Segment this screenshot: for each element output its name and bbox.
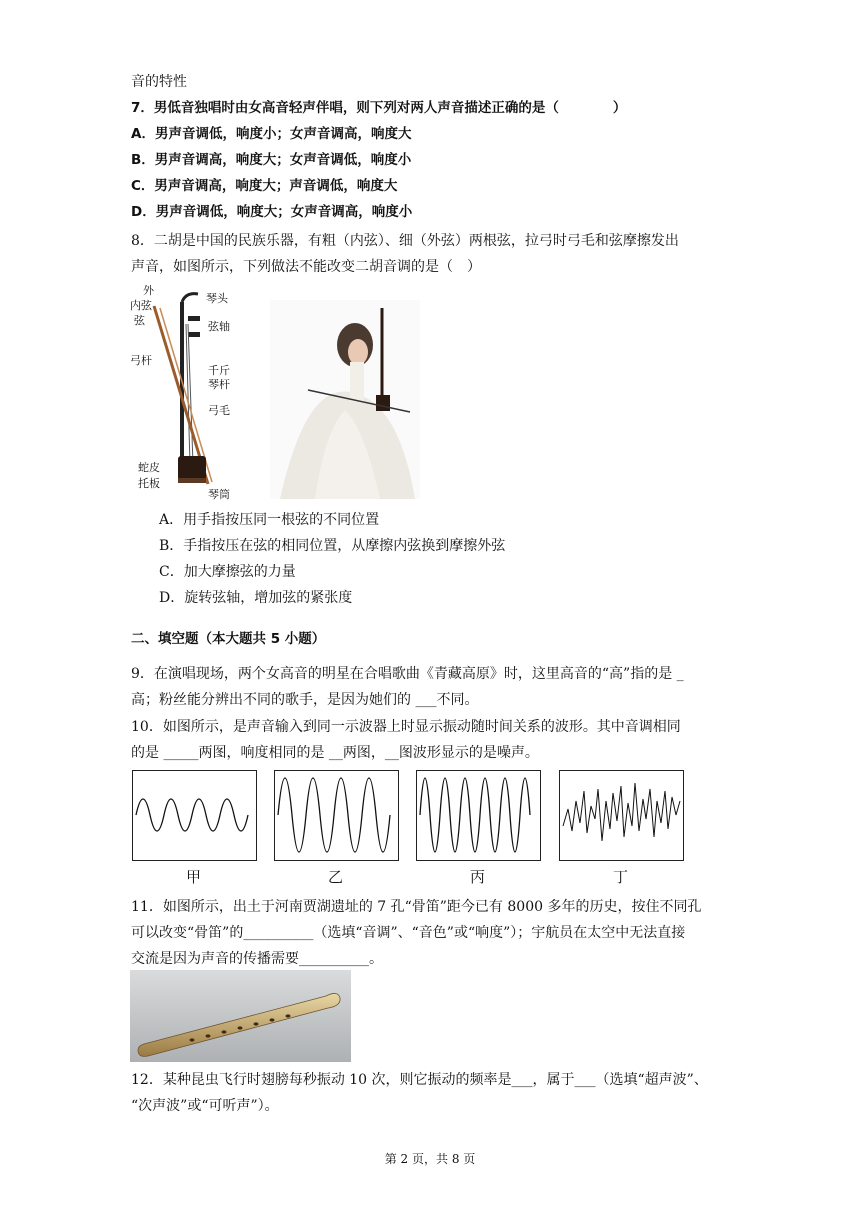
erhu-diagram [128,284,268,499]
q7-option-d: D．男声音调低，响度大；女声音调高，响度小 [131,204,413,220]
q8-option-b: B．手指按压在弦的相同位置，从摩擦内弦换到摩擦外弦 [159,538,506,554]
q12-line1: 12．某种昆虫飞行时翅膀每秒振动 10 次，则它振动的频率是___，属于___（选填“超声波”、 [131,1072,708,1088]
topic-heading: 音的特性 [131,74,187,90]
label-qingan: 琴杆 [208,378,230,391]
q7-stem: 7．男低音独唱时由女高音轻声伴唱，则下列对两人声音描述正确的是（ ） [131,100,627,116]
label-neixian: 内弦 [130,299,152,312]
q12-line2: “次声波”或“可听声”）。 [131,1098,279,1114]
erhu-player-photo [270,300,420,499]
label-gonggan: 弓杆 [130,354,152,367]
waveform-jia [132,770,257,861]
label-gongmao: 弓毛 [208,404,230,417]
label-qintong: 琴筒 [208,488,230,501]
q8-option-c: C．加大摩擦弦的力量 [159,564,296,580]
q11-line3: 交流是因为声音的传播需要__________。 [131,951,383,967]
waveform-jia-plot [133,771,256,860]
q7-option-a: A．男声音调低，响度小；女声音调高，响度大 [131,126,412,142]
bone-flute-image [130,970,351,1062]
player-photo-image [270,300,420,499]
waveform-ding-plot [560,771,683,860]
label-qintou: 琴头 [206,292,228,305]
waveform-label-yi: 乙 [327,868,343,886]
q8-option-a: A．用手指按压同一根弦的不同位置 [159,512,380,528]
waveform-yi [274,770,399,861]
q11-line1: 11．如图所示，出土于河南贾湖遗址的 7 孔“骨笛”距今已有 8000 多年的历史，按住不同孔 [131,899,702,915]
waveform-label-jia: 甲 [185,868,201,886]
q8-option-d: D．旋转弦轴，增加弦的紧张度 [159,590,353,606]
waveform-yi-plot [275,771,398,860]
waveform-bing [416,770,541,861]
q8-stem-line2: 声音，如图所示，下列做法不能改变二胡音调的是（ ） [131,259,481,275]
q9-line2: 高；粉丝能分辨出不同的歌手，是因为她们的 ___不同。 [131,692,479,708]
bone-flute-photo [130,970,351,1062]
waveform-label-ding: 丁 [612,868,628,886]
q10-line1: 10．如图所示，是声音输入到同一示波器上时显示振动随时间关系的波形。其中音调相同 [131,719,681,735]
label-tuoban: 托板 [138,477,160,490]
label-xianzhou: 弦轴 [208,320,230,333]
waveform-bing-plot [417,771,540,860]
q8-stem-line1: 8．二胡是中国的民族乐器，有粗（内弦）、细（外弦）两根弦，拉弓时弓毛和弦摩擦发出 [131,233,679,249]
page-footer: 第 2 页，共 8 页 [384,1152,476,1166]
q7-option-b: B．男声音调高，响度大；女声音调低，响度小 [131,152,412,168]
label-wai: 外 [143,284,154,297]
q11-line2: 可以改变“骨笛”的__________（选填“音调”、“音色”或“响度”）；宇航员在太空中无法直接 [131,925,686,941]
section-2-heading: 二、填空题（本大题共 5 小题） [131,631,326,647]
q10-line2: 的是 _____两图，响度相同的是 __两图，__图波形显示的是噪声。 [131,745,539,761]
waveform-label-bing: 丙 [469,868,485,886]
label-qianjin: 千斤 [208,364,230,377]
label-xian: 弦 [134,314,145,327]
q7-option-c: C．男声音调高，响度大；声音调低，响度大 [131,178,398,194]
waveform-ding [559,770,684,861]
label-shepi: 蛇皮 [138,461,160,474]
q9-line1: 9．在演唱现场，两个女高音的明星在合唱歌曲《青藏高原》时，这里高音的“高”指的是 _ [131,666,684,682]
